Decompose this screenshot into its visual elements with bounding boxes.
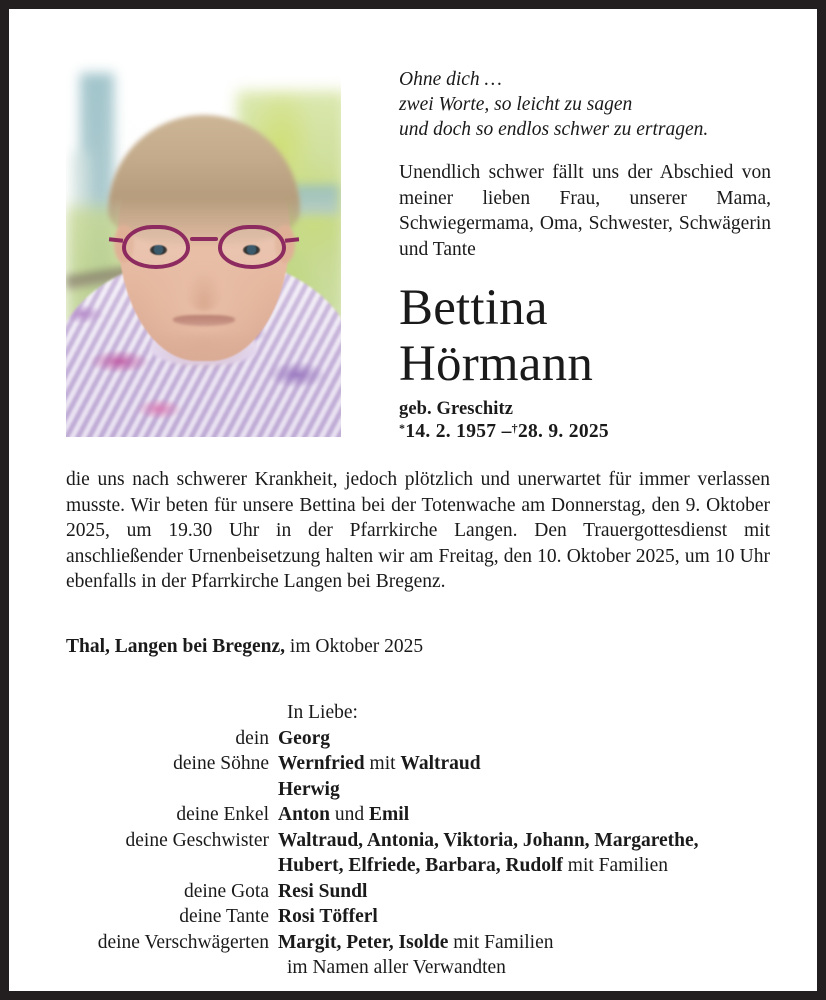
family-name-secondary: Emil <box>369 804 410 825</box>
family-member-names <box>278 726 770 752</box>
first-name: Bettina <box>399 280 548 336</box>
family-member-names <box>278 879 770 905</box>
death-date: 28. 9. 2025 <box>517 421 609 442</box>
notice-month: im Oktober 2025 <box>285 636 424 657</box>
glasses-bridge <box>190 237 218 241</box>
memorial-quote <box>399 67 771 142</box>
service-details-paragraph: die uns nach schwerer Krankheit, jedoch plötzlich und unerwartet für immer verlassen musste. Wir beten für unsere Bettina bei der Totenwache am Donnerstag, den 9. Oktober 2025, um 19.30 Uhr in der Pfarrkirche Langen. Den Trauergottesdienst mit anschließender Urnenbeisetzung halten wir am Freitag, den 10. Oktober 2025, um 10 Uhr ebenfalls in der Pfarrkirche Langen bei Bregenz. <box>66 469 770 592</box>
eyeglasses <box>122 225 286 271</box>
background-roof <box>293 185 339 215</box>
family-rows-container <box>66 726 770 956</box>
family-name-primary: Wernfried <box>278 753 365 774</box>
family-name-primary: Georg <box>278 727 330 749</box>
family-name-primary: Rosi Töfferl <box>278 906 378 927</box>
family-member-names <box>278 828 770 854</box>
family-name-primary: Waltraud, Antonia, Viktoria, Johann, Margarethe, <box>278 829 699 851</box>
birth-date: 14. 2. 1957 <box>405 421 497 442</box>
family-name-connector: und <box>330 804 370 825</box>
family-relation-label: deine Verschwägerten <box>97 931 269 953</box>
family-name-primary: Anton <box>278 804 331 825</box>
quote-line-3: und doch so endlos schwer zu ertragen. <box>399 119 709 140</box>
family-member-names <box>278 802 770 828</box>
family-relation-label: deine Gota <box>183 880 269 902</box>
family-row <box>66 930 770 956</box>
family-member-names <box>278 777 770 803</box>
family-name-primary: Resi Sundl <box>278 880 368 902</box>
family-row <box>66 777 770 803</box>
date-separator: – <box>501 421 512 442</box>
family-name-suffix: mit Familien <box>562 855 668 876</box>
family-member-names <box>278 853 770 879</box>
family-name-primary: Hubert, Elfriede, Barbara, Rudolf <box>278 855 563 876</box>
family-name-primary: Herwig <box>278 778 340 800</box>
family-footer: im Namen aller Verwandten <box>287 957 506 978</box>
life-dates <box>399 421 771 443</box>
place-name: Thal, Langen bei Bregenz, <box>66 636 286 657</box>
lens-right <box>218 225 286 269</box>
nose <box>185 269 223 311</box>
birth-symbol: * <box>399 421 406 435</box>
photo-background <box>66 57 341 437</box>
last-name: Hörmann <box>399 336 594 392</box>
family-relation-label: deine Geschwister <box>125 829 269 851</box>
eye-left <box>150 245 167 255</box>
place-and-date <box>66 636 423 658</box>
death-symbol: † <box>511 421 518 435</box>
family-row <box>66 751 770 777</box>
portrait-photo <box>66 57 341 437</box>
family-row <box>66 879 770 905</box>
family-relation-label: dein <box>235 727 269 749</box>
maiden-name: geb. Greschitz <box>399 399 514 419</box>
chin <box>156 335 252 371</box>
quote-line-2: zwei Worte, so leicht zu sagen <box>399 94 633 115</box>
family-name-suffix: mit Familien <box>448 931 554 953</box>
family-relation-label: deine Söhne <box>173 753 269 774</box>
family-row <box>66 904 770 930</box>
lens-left <box>122 225 190 269</box>
family-row <box>66 853 770 879</box>
intro-paragraph: Unendlich schwer fällt uns der Abschied von meiner lieben Frau, unserer Mama, Schwiegermama, Oma, Schwester, Schwägerin und Tante <box>399 162 771 260</box>
family-member-names <box>278 904 770 930</box>
family-row <box>66 828 770 854</box>
family-member-names <box>278 751 770 777</box>
deceased-name <box>399 280 771 392</box>
family-name-primary: Margit, Peter, Isolde <box>278 931 449 953</box>
family-relation-label: deine Enkel <box>176 804 269 825</box>
family-list <box>66 700 770 981</box>
family-name-connector: mit <box>364 753 401 774</box>
header-text-column <box>399 67 771 443</box>
family-member-names <box>278 930 770 956</box>
family-lead-in: In Liebe: <box>287 702 358 723</box>
family-row <box>66 802 770 828</box>
quote-line-1: Ohne dich … <box>399 69 502 90</box>
eye-right <box>243 245 260 255</box>
family-name-secondary: Waltraud <box>400 753 481 774</box>
notice-paper <box>9 9 817 991</box>
family-relation-label: deine Tante <box>179 906 269 927</box>
family-row <box>66 726 770 752</box>
